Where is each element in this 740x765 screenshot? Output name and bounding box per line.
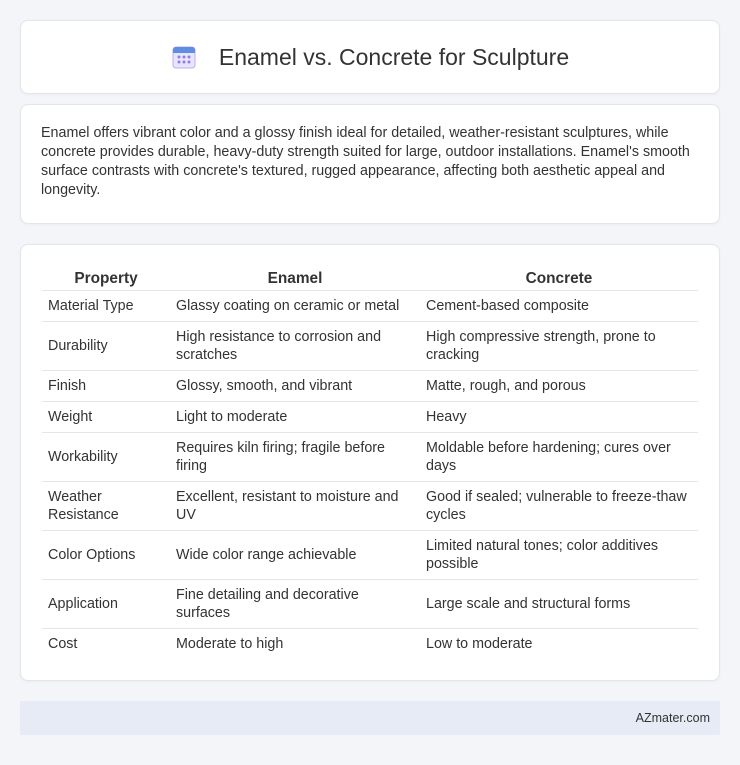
enamel-cell: Fine detailing and decorative surfaces (170, 579, 420, 628)
footer-brand: AZmater.com (635, 711, 710, 725)
comparison-table-card (20, 244, 720, 681)
header-concrete: Concrete (420, 265, 698, 290)
table-row (42, 579, 698, 628)
comparison-table (42, 265, 698, 659)
page-title: Enamel vs. Concrete for Sculpture (218, 43, 570, 70)
intro-card (20, 104, 720, 224)
enamel-cell: Glassy coating on ceramic or metal (170, 290, 420, 321)
calendar-icon (171, 44, 197, 70)
concrete-cell: Matte, rough, and porous (420, 370, 698, 401)
concrete-cell: Limited natural tones; color additives possible (420, 530, 698, 579)
concrete-cell: Cement-based composite (420, 290, 698, 321)
enamel-cell: Requires kiln firing; fragile before firing (170, 432, 420, 481)
property-cell: Weather Resistance (42, 481, 170, 530)
enamel-cell: Glossy, smooth, and vibrant (170, 370, 420, 401)
intro-text: Enamel offers vibrant color and a glossy finish ideal for detailed, weather-resistant sculptures, while concrete provides durable, heavy-duty strength suited for large, outdoor installations. Enamel's smooth surface contrasts with concrete's textured, rugged appearance, affecting both aesthetic appeal and longevity. (41, 125, 690, 198)
title-card (20, 20, 720, 94)
concrete-cell: Heavy (420, 401, 698, 432)
property-cell: Application (42, 579, 170, 628)
header-enamel: Enamel (170, 265, 420, 290)
property-cell: Finish (42, 370, 170, 401)
table-row (42, 481, 698, 530)
table-row (42, 370, 698, 401)
table-row (42, 628, 698, 659)
property-cell: Durability (42, 321, 170, 370)
concrete-cell: Good if sealed; vulnerable to freeze-thaw cycles (420, 481, 698, 530)
footer (20, 701, 720, 735)
table-row (42, 321, 698, 370)
concrete-cell: Large scale and structural forms (420, 579, 698, 628)
enamel-cell: Light to moderate (170, 401, 420, 432)
property-cell: Color Options (42, 530, 170, 579)
property-cell: Workability (42, 432, 170, 481)
property-cell: Cost (48, 635, 78, 652)
enamel-cell: Moderate to high (176, 635, 284, 652)
concrete-cell: Low to moderate (426, 635, 533, 652)
enamel-cell: Excellent, resistant to moisture and UV (170, 481, 420, 530)
table-row (42, 401, 698, 432)
header-property: Property (42, 265, 170, 290)
table-header-row (42, 265, 698, 290)
table-row (42, 530, 698, 579)
enamel-cell: High resistance to corrosion and scratches (170, 321, 420, 370)
property-cell: Weight (42, 401, 170, 432)
table-row (42, 432, 698, 481)
table-row (42, 290, 698, 321)
concrete-cell: Moldable before hardening; cures over days (420, 432, 698, 481)
concrete-cell: High compressive strength, prone to cracking (420, 321, 698, 370)
enamel-cell: Wide color range achievable (170, 530, 420, 579)
property-cell: Material Type (42, 290, 170, 321)
